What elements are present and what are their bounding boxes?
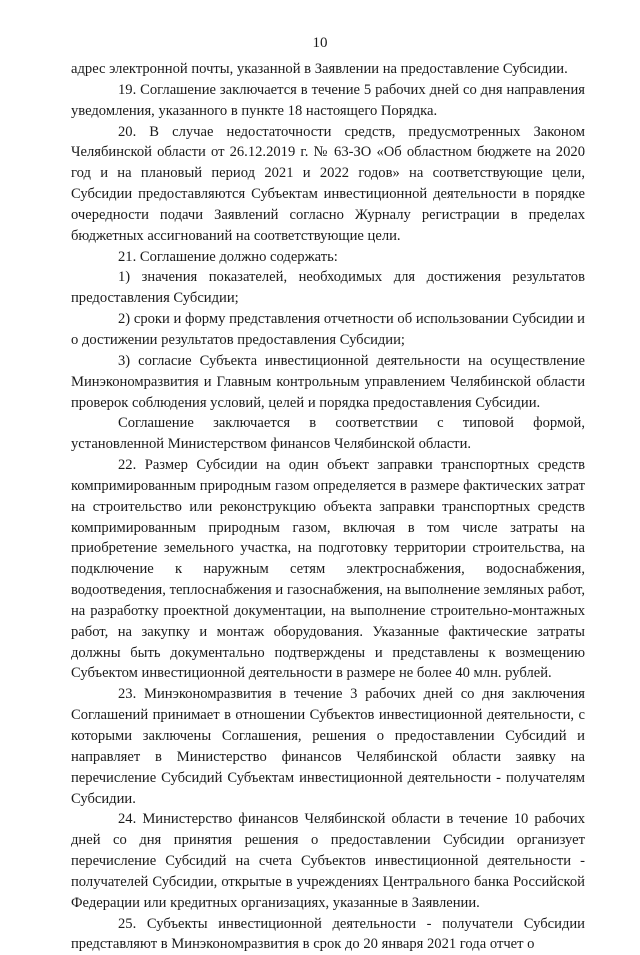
paragraph-25: 25. Субъекты инвестиционной деятельности - получатели Субсидии представляют в Минэкономразвития в срок до 20 января 2021 года отчет о xyxy=(71,915,585,953)
paragraph-standard-form: Соглашение заключается в соответствии с типовой формой, установленной Министерством финансов Челябинской области. xyxy=(71,415,585,453)
paragraph-21: 21. Соглашение должно содержать: xyxy=(118,248,338,265)
paragraph-21-item-3: 3) согласие Субъекта инвестиционной деятельности на осуществление Минэкономразвития и Главным контрольным управлением Челябинской области проверок соблюдения условий, целей и порядка предоставления Субсидии. xyxy=(71,352,585,411)
paragraph-21-item-1: 1) значения показателей, необходимых для достижения результатов предоставления Субсидии; xyxy=(71,269,585,307)
paragraph-22: 22. Размер Субсидии на один объект заправки транспортных средств компримированным природным газом определяется в размере фактических затрат на строительство или реконструкцию объекта заправки транспортных средств компримированным природным газом, включая в том числе затраты на приобретение земельного участка, на подготовку территории строительства, на подключение к наружным сетям электроснабжения, водоснабжения, водоотведения, теплоснабжения и газоснабжения, на выполнение земляных работ, на разработку проектной документации, на выполнение строительно-монтажных работ, на закупку и монтаж оборудования. Указанные фактические затраты должны быть документально подтверждены и представлены к возмещению Субъектом инвестиционной деятельности в размере не более 40 млн. рублей. xyxy=(71,457,585,682)
paragraph-continuation: адрес электронной почты, указанной в Заявлении на предоставление Субсидии. xyxy=(71,61,568,77)
paragraph-19: 19. Соглашение заключается в течение 5 рабочих дней со дня направления уведомления, указанного в пункте 18 настоящего Порядка. xyxy=(71,81,585,119)
paragraph-24: 24. Министерство финансов Челябинской области в течение 10 рабочих дней со дня принятия решения о предоставлении Субсидии организует перечисление Субсидий на счета Субъектов инвестиционной деятельности - получателей Субсидии, открытые в учреждениях Центрального банка Российской Федерации или кредитных организациях, указанные в Заявлении. xyxy=(71,811,585,911)
paragraph-21-item-2: 2) сроки и форму представления отчетности об использовании Субсидии и о достижении результатов предоставления Субсидии; xyxy=(71,311,585,348)
paragraph-23: 23. Минэкономразвития в течение 3 рабочих дней со дня заключения Соглашений принимает в отношении Субъектов инвестиционной деятельности, с которыми заключены Соглашения, решения о предоставлении Субсидий и направляет в Министерство финансов Челябинской области заявку на перечисление Субсидий Субъектам инвестиционной деятельности - получателям Субсидии. xyxy=(71,686,585,807)
document-body xyxy=(71,59,585,955)
page-number: 10 xyxy=(312,35,328,51)
paragraph-20: 20. В случае недостаточности средств, предусмотренных Законом Челябинской области от 26.12.2019 г. № 63-ЗО «Об областном бюджете на 2020 год и на плановый период 2021 и 2022 годов» на соответствующие цели, Субсидии предоставляются Субъектам инвестиционной деятельности в порядке очередности подачи Заявлений согласно Журналу регистрации в пределах бюджетных ассигнований на соответствующие цели. xyxy=(71,123,585,244)
